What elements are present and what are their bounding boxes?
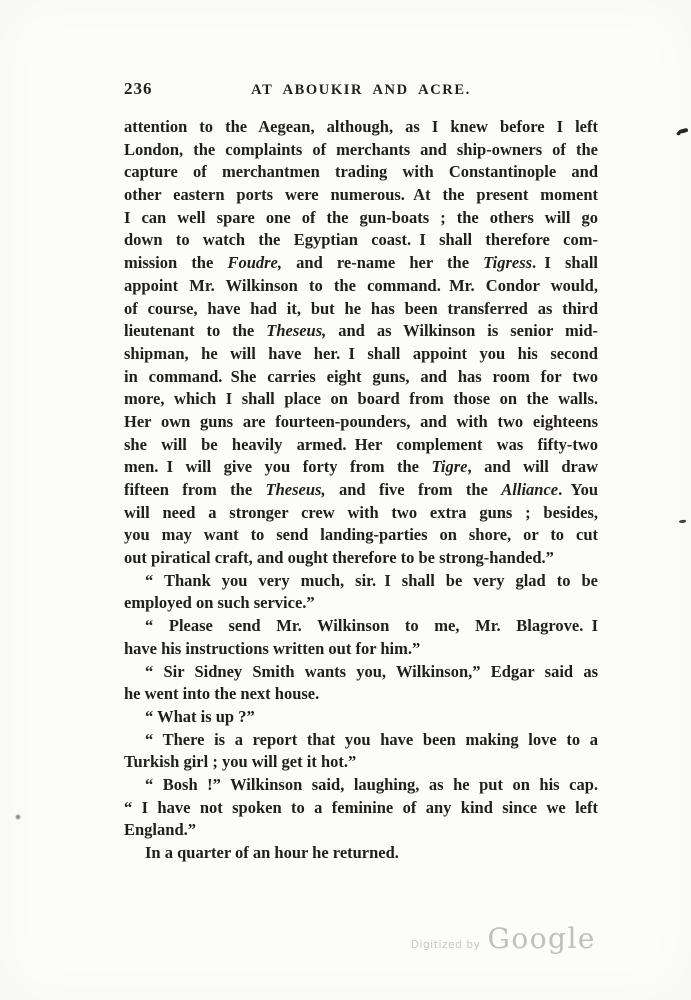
text-line: “ Please send Mr. Wilkinson to me, Mr. Blagrove. I bbox=[145, 616, 598, 636]
text-line: employed on such service.” bbox=[124, 593, 315, 613]
scan-speck-right-top bbox=[678, 128, 689, 134]
text-line: “ There is a report that you have been making love to a bbox=[145, 729, 598, 749]
ship-name-italic: Tigress bbox=[483, 253, 533, 273]
text-line: appoint Mr. Wilkinson to the command. Mr. Condor would, bbox=[124, 275, 598, 295]
text-line: other eastern ports were numerous. At the present moment bbox=[124, 185, 598, 205]
text-line: he went into the next house. bbox=[124, 684, 320, 704]
text-line: men. I will give you forty from the Tigre, and will draw bbox=[124, 457, 598, 477]
text-line: In a quarter of an hour he returned. bbox=[145, 843, 399, 862]
text-line: mission the Foudre, and re-name her the Tigress. I shall bbox=[124, 253, 598, 273]
text-line: lieutenant to the Theseus, and as Wilkinson is senior mid- bbox=[124, 321, 598, 341]
text-line: England.” bbox=[124, 820, 196, 840]
text-line: down to watch the Egyptian coast. I shall therefore com- bbox=[124, 230, 598, 250]
text-line: fifteen from the Theseus, and five from the Alliance. You bbox=[124, 480, 598, 499]
text-line: “ What is up ?” bbox=[145, 706, 255, 726]
watermark bbox=[411, 922, 596, 955]
text-line: Her own guns are fourteen-pounders, and with two eighteens bbox=[124, 411, 598, 431]
ship-name-italic: Tigre bbox=[431, 457, 468, 477]
ship-name-italic: Foudre, bbox=[227, 253, 283, 273]
page-header bbox=[124, 79, 598, 99]
ship-name-italic: Theseus, bbox=[265, 480, 326, 499]
text-line: attention to the Aegean, although, as I knew before I left bbox=[124, 117, 598, 136]
ship-name-italic: Theseus, bbox=[266, 321, 327, 341]
google-logo: Google bbox=[487, 922, 596, 955]
text-line: you may want to send landing-parties on shore, or to cut bbox=[124, 525, 598, 545]
text-line: shipman, he will have her. I shall appoint you his second bbox=[124, 343, 598, 363]
text-line: will need a stronger crew with two extra guns ; besides, bbox=[124, 502, 598, 522]
watermark-prefix: Digitized by bbox=[410, 939, 481, 951]
text-line: “ Thank you very much, sir. I shall be very glad to be bbox=[145, 570, 598, 590]
text-line: “ I have not spoken to a feminine of any kind since we left bbox=[124, 797, 598, 817]
ship-name-italic: Alliance bbox=[501, 480, 559, 499]
text-line: out piratical craft, and ought therefore to be strong-handed.” bbox=[124, 548, 554, 568]
text-line: in command. She carries eight guns, and has room for two bbox=[124, 366, 598, 386]
text-line: “ Sir Sidney Smith wants you, Wilkinson,” Edgar said as bbox=[145, 661, 598, 681]
page-number: 236 bbox=[124, 79, 153, 98]
scan-speck-left-bottom bbox=[15, 814, 21, 820]
text-line: have his instructions written out for him.” bbox=[124, 638, 421, 658]
text-line: Turkish girl ; you will get it hot.” bbox=[124, 752, 357, 772]
scan-speck-right-middle bbox=[679, 520, 686, 524]
text-line: more, which I shall place on board from those on the walls. bbox=[124, 389, 598, 409]
text-line: she will be heavily armed. Her complement was fifty-two bbox=[124, 434, 598, 454]
text-line: I can well spare one of the gun-boats ; the others will go bbox=[124, 207, 598, 227]
running-title: AT ABOUKIR AND ACRE. bbox=[251, 81, 471, 98]
text-line: of course, have had it, but he has been transferred as third bbox=[124, 298, 598, 318]
text-line: London, the complaints of merchants and ship-owners of the bbox=[124, 139, 598, 159]
page-body bbox=[124, 116, 598, 865]
text-line: “ Bosh !” Wilkinson said, laughing, as he put on his cap. bbox=[145, 774, 598, 794]
page-content bbox=[124, 79, 598, 865]
text-line: capture of merchantmen trading with Constantinople and bbox=[124, 162, 598, 182]
